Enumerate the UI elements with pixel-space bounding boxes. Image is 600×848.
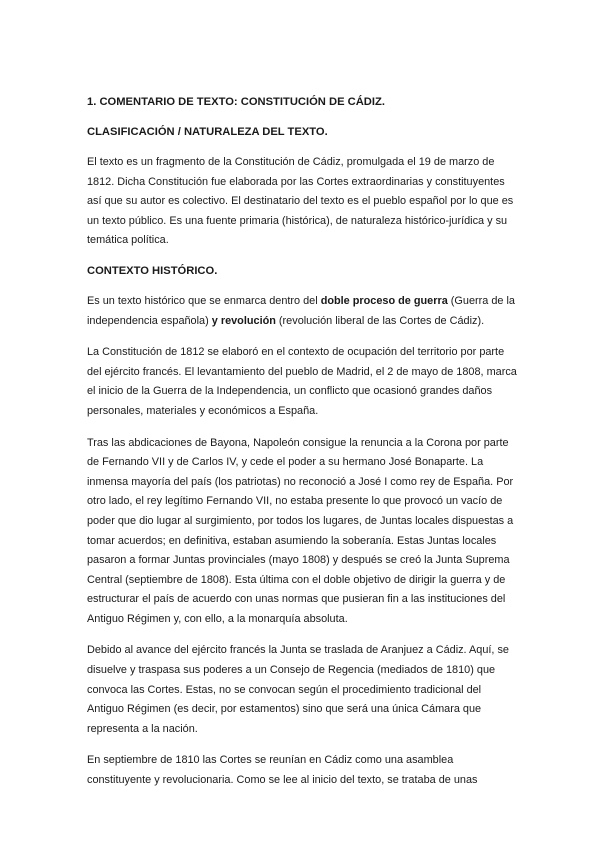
text-segment: Es un texto histórico que se enmarca dentro del: [87, 294, 321, 307]
section-heading-contexto: CONTEXTO HISTÓRICO.: [87, 264, 218, 277]
bold-term-revolucion: y revolución: [211, 314, 276, 327]
document-title: 1. COMENTARIO DE TEXTO: CONSTITUCIÓN DE CÁDIZ.: [87, 96, 385, 108]
text-segment: (revolución liberal de las Cortes de Cádiz).: [275, 314, 485, 327]
paragraph-abdicaciones-bayona: Tras las abdicaciones de Bayona, Napoleón consigue la renuncia a la Corona por parte de Fernando VII y de Carlos IV, y cede el poder a su hermano José Bonaparte. La inmensa mayoría del país (los patriotas) no reconoció a José I como rey de España. Por otro lado, el rey legítimo Fernando VII, no estaba presente lo que provocó un vacío de poder que dio lugar al surgimiento, por todos los lugares, de Juntas locales dispuestas a tomar acuerdos; en definitiva, estaban asumiendo la soberanía. Estas Juntas locales pasaron a formar Juntas provinciales (mayo 1808) y después se creó la Junta Suprema Central (septiembre de 1808). Esta última con el doble objetivo de dirigir la guerra y de estructurar el país de acuerdo con unas normas que pusieran fin a las instituciones del Antiguo Régimen y, con ello, a la monarquía absoluta.: [87, 436, 514, 625]
paragraph-junta-cadiz: Debido al avance del ejército francés la Junta se traslada de Aranjuez a Cádiz. Aquí, se disuelve y traspasa sus poderes a un Consejo de Regencia (mediados de 1810) que convoca las Cortes. Estas, no se convocan según el procedimiento tradicional del Antiguo Régimen (es decir, por estamentos) sino que será una única Cámara que representa a la nación.: [87, 644, 509, 735]
paragraph-cortes-1810: En septiembre de 1810 las Cortes se reunían en Cádiz como una asamblea constituyente y revolucionaria. Como se lee al inicio del texto, se trataba de unas: [87, 754, 478, 787]
paragraph-clasificacion: El texto es un fragmento de la Constitución de Cádiz, promulgada el 19 de marzo de 1812. Dicha Constitución fue elaborada por las Cortes extraordinarias y constituyentes así que su autor es colectivo. El destinatario del texto es el pueblo español por lo que es un texto público. Es una fuente primaria (histórica), de naturaleza histórico-jurídica y su temática política.: [87, 156, 514, 247]
paragraph-contexto-intro: [87, 292, 517, 331]
paragraph-constitucion-1812: La Constitución de 1812 se elaboró en el contexto de ocupación del territorio por parte del ejército francés. El levantamiento del pueblo de Madrid, el 2 de mayo de 1808, marca el inicio de la Guerra de la Independencia, un conflicto que ocasionó grandes daños personales, materiales y económicos a España.: [87, 346, 517, 417]
bold-term-guerra: doble proceso de guerra: [320, 294, 448, 307]
document-content: [87, 94, 517, 803]
section-heading-clasificacion: CLASIFICACIÓN / NATURALEZA DEL TEXTO.: [87, 126, 328, 138]
text-segment: (Guerra de la independencia española): [87, 294, 515, 327]
